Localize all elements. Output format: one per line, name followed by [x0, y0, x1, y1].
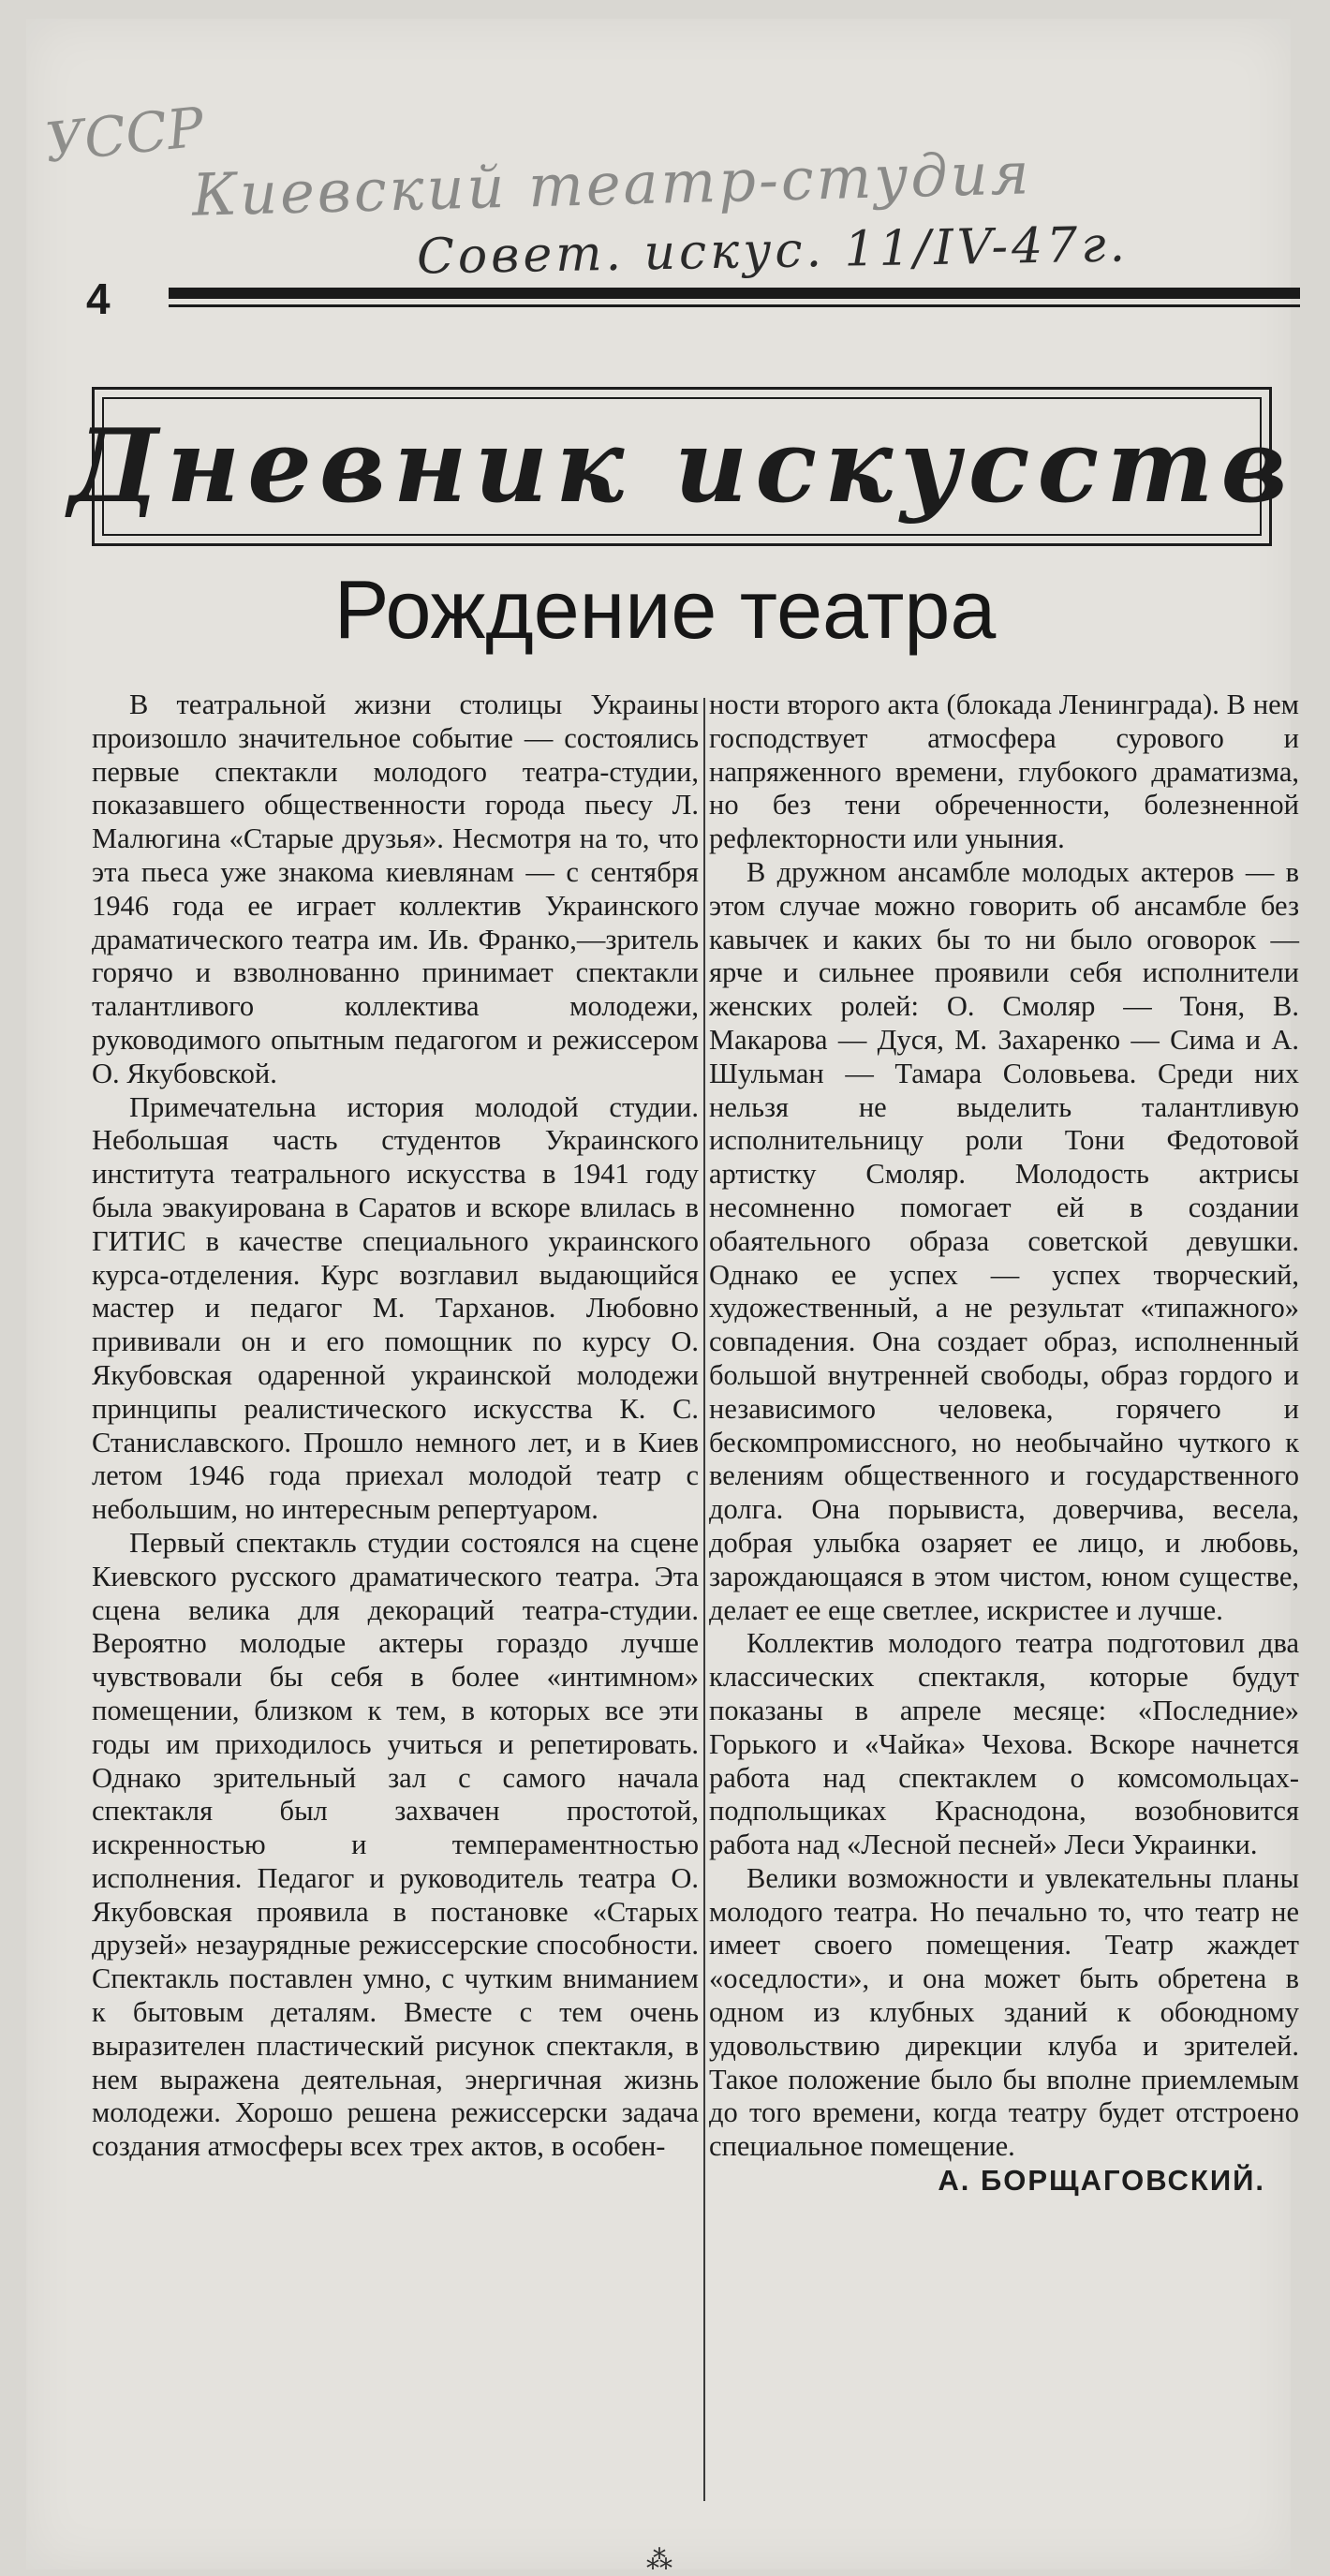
- rubric-title: Дневник искусств: [68, 407, 1295, 526]
- article-headline: Рождение театра: [333, 563, 997, 656]
- paragraph: Первый спектакль студии состоялся на сцене Киевского русского драматического театра. Эта сцена велика для декораций театра-студии. Вероятно молодые актеры гораздо лучше чувствовали бы себя в более «интимном» помещении, близком к тем, в которых все эти годы им приходилось учиться и репетировать. Однако зрительный зал с самого начала спектакля был захвачен простотой, искренностью и темпераментностью исполнения. Педагог и руководитель театра О. Якубовская проявила в постановке «Старых друзей» незаурядные режиссерские способности. Спектакль поставлен умно, с чутким вниманием к бытовым деталям. Вместе с тем очень выразителен пластический рисунок спектакля, в нем выражена деятельная, энергичная жизнь молодежи. Хорошо решена режиссерски задача создания атмосферы всех трех актов, в особен-: [92, 1526, 699, 2163]
- paragraph: Примечательна история молодой студии. Небольшая часть студентов Украинского института театрального искусства в 1941 году была эвакуирована в Саратов и вскоре влилась в ГИТИС в качестве специального украинского курса-отделения. Курс возглавил выдающийся мастер и педагог М. Тарханов. Любовно прививали он и его помощник по курсу О. Якубовская одаренной украинской молодежи принципы реалистического искусства К. С. Станиславского. Прошло немного лет, и в Киев летом 1946 года приехал молодой театр с небольшим, но интересным репертуаром.: [92, 1090, 699, 1526]
- handwritten-note-ussr: УССР: [41, 95, 207, 175]
- rubric-frame: [68, 387, 1295, 546]
- header-rule-thin: [169, 304, 1300, 307]
- paragraph: В театральной жизни столицы Украины произошло значительное событие — состоялись первые спектакли молодого театра-студии, показавшего общественности города пьесу Л. Малюгина «Старые друзья». Несмотря на то, что эта пьеса уже знакома киевлянам — с сентября 1946 года ее играет коллектив Украинского драматического театра им. Ив. Франко,—зритель горячо и взволнованно принимает спектакли талантливого коллектива молодежи, руководимого опытным педагогом и режиссером О. Якубовской.: [92, 688, 699, 1089]
- handwritten-note-topic: Киевский театр-студия: [191, 139, 1033, 229]
- paragraph: Велики возможности и увлекательны планы молодого театра. Но печально то, что театр не имеет своего помещения. Театр жаждет «оседлости», и она может быть обретена в одном из клубных зданий к обоюдному удовольствию дирекции клуба и зрителей. Такое положение было бы вполне приемлемым до того времени, когда театру будет отстроено специальное помещение.: [709, 1861, 1299, 2163]
- paragraph: В дружном ансамбле молодых актеров — в этом случае можно говорить об ансамбле без кавычек и каких бы то ни было оговорок — ярче и сильнее проявили себя исполнители женских ролей: О. Смоляр — Тоня, В. Макарова — Дуся, М. Захаренко — Сима и А. Шульман — Тамара Соловьева. Среди них нельзя не выделить талантливую исполнительницу роли Тони Федотовой артистку Смоляр. Молодость актрисы несомненно помогает ей в создании обаятельного образа советской девушки. Однако ее успех — успех творческий, художественный, а не результат «типажного» совпадения. Она создает образ, исполненный большой внутренней свободы, образ гордого и независимого человека, горячего и бескомпромиссного, но необычайно чуткого к велениям общественного и государственного долга. Она порывиста, доверчива, весела, добрая улыбка озаряет ее лицо, и любовь, зарождающаяся в этом чистом, юном существе, делает ее еще светлее, искристее и лучше.: [709, 855, 1299, 1626]
- paragraph: ности второго акта (блокада Ленинграда). В нем господствует атмосфера сурового и напряженного времени, глубокого драматизма, но без тени обреченности, болезненной рефлекторности или уныния.: [709, 688, 1299, 855]
- article-column-left: [92, 688, 699, 2164]
- page-number: 4: [86, 274, 111, 323]
- ornament-divider: ⁂: [646, 2546, 689, 2575]
- article-column-right: [709, 688, 1299, 2198]
- column-divider: [703, 698, 705, 2501]
- rubric-inner-frame: [68, 397, 1295, 536]
- handwritten-source-date: Совет. искус. 11/IV-47г.: [416, 216, 1130, 286]
- header-rule: [169, 288, 1300, 299]
- author-signature: А. БОРЩАГОВСКИЙ.: [938, 2164, 1265, 2198]
- paragraph: Коллектив молодого театра подготовил два классических спектакля, которые будут показаны в апреле месяце: «Последние» Горького и «Чайка» Чехова. Вскоре начнется работа над спектаклем о комсомольцах-подпольщиках Краснодона, возобновится работа над «Лесной песней» Леси Украинки.: [709, 1627, 1299, 1861]
